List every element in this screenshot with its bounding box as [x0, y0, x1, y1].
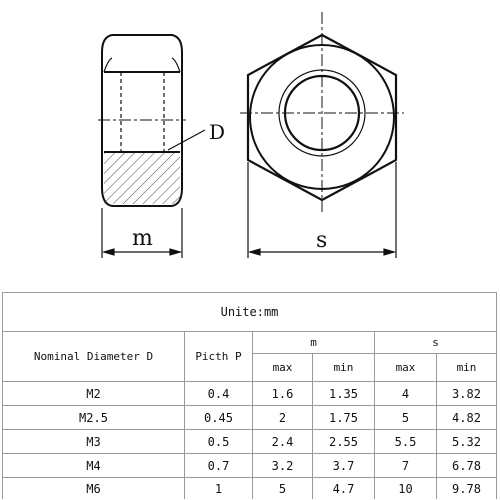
cell-nominal: M6 [3, 478, 185, 500]
cell-nominal: M4 [3, 454, 185, 478]
cell-m-min: 1.35 [313, 382, 375, 406]
cell-s-max: 10 [375, 478, 437, 500]
cell-s-min: 6.78 [437, 454, 497, 478]
table-row [3, 430, 497, 454]
cell-s-min: 5.32 [437, 430, 497, 454]
cell-m-min: 4.7 [313, 478, 375, 500]
table-row [3, 382, 497, 406]
cell-s-min: 9.78 [437, 478, 497, 500]
cell-pitch: 0.7 [185, 454, 253, 478]
cell-nominal: M3 [3, 430, 185, 454]
header-m-min: min [313, 354, 375, 382]
cell-m-max: 3.2 [253, 454, 313, 478]
d-leader-line [168, 130, 205, 150]
cell-m-max: 5 [253, 478, 313, 500]
cell-s-max: 4 [375, 382, 437, 406]
cell-pitch: 0.45 [185, 406, 253, 430]
cell-s-min: 4.82 [437, 406, 497, 430]
cell-m-max: 2.4 [253, 430, 313, 454]
cell-m-min: 2.55 [313, 430, 375, 454]
header-pitch: Picth P [185, 332, 253, 382]
header-s-max: max [375, 354, 437, 382]
cell-m-min: 3.7 [313, 454, 375, 478]
dim-s-label: s [316, 228, 328, 253]
cell-m-max: 1.6 [253, 382, 313, 406]
header-group-m: m [253, 332, 375, 354]
cell-pitch: 1 [185, 478, 253, 500]
cell-m-max: 2 [253, 406, 313, 430]
thread-section-hatch [104, 153, 180, 204]
hidden-bore-lines [121, 72, 164, 152]
cell-s-max: 5.5 [375, 430, 437, 454]
cell-nominal: M2 [3, 382, 185, 406]
nut-spec-table [2, 292, 497, 499]
cell-nominal: M2.5 [3, 406, 185, 430]
top-center-lines [240, 12, 404, 212]
cell-pitch: 0.4 [185, 382, 253, 406]
cell-s-min: 3.82 [437, 382, 497, 406]
table-row [3, 454, 497, 478]
table-row [3, 478, 497, 500]
table-row [3, 406, 497, 430]
cell-s-max: 5 [375, 406, 437, 430]
dim-m-label: m [132, 226, 153, 251]
cell-pitch: 0.5 [185, 430, 253, 454]
cell-m-min: 1.75 [313, 406, 375, 430]
header-nominal-diameter: Nominal Diameter D [3, 332, 185, 382]
units-caption: Unite:mm [3, 293, 497, 332]
header-group-s: s [375, 332, 497, 354]
header-m-max: max [253, 354, 313, 382]
dim-d-label: D [209, 120, 226, 144]
header-s-min: min [437, 354, 497, 382]
cell-s-max: 7 [375, 454, 437, 478]
